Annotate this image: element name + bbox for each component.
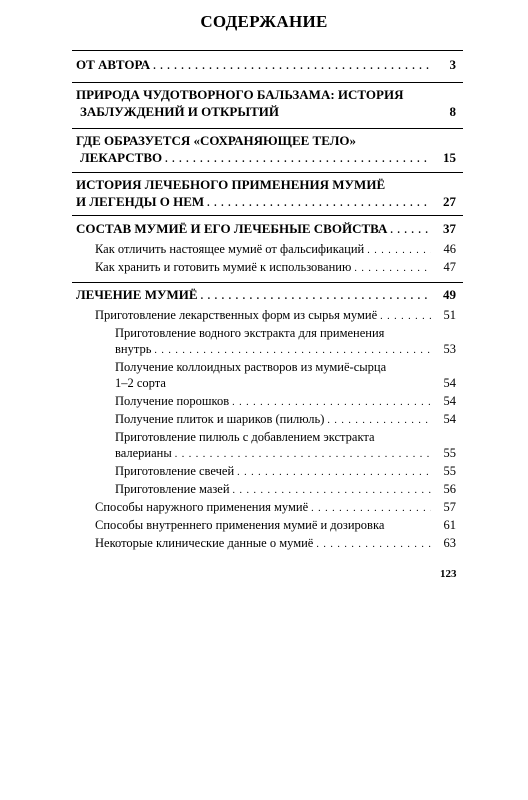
toc-entry-title: Получение порошков <box>115 394 230 408</box>
toc-entry-page: 55 <box>443 446 456 460</box>
toc-entry-title: ЛЕЧЕНИЕ МУМИЁ <box>76 287 198 302</box>
toc-entry-page: 27 <box>443 194 456 209</box>
section-divider <box>72 215 463 216</box>
toc-entry[interactable] <box>76 176 456 194</box>
section-divider <box>72 50 463 51</box>
toc-entry-page: 54 <box>443 376 456 390</box>
toc-entry[interactable] <box>76 193 456 211</box>
toc-leader-dots <box>165 151 431 169</box>
toc-entry-title: 1–2 сорта <box>115 376 166 390</box>
toc-entry[interactable] <box>76 56 456 74</box>
toc-entry-page: 15 <box>443 150 456 165</box>
toc-entry[interactable] <box>76 149 456 167</box>
toc-entry-title: Некоторые клинические данные о мумиё <box>95 536 314 550</box>
toc-entry[interactable] <box>115 340 456 358</box>
toc-entry-title: ЛЕКАРСТВО <box>80 150 163 165</box>
toc-entry[interactable] <box>95 534 456 552</box>
toc-entry-title: Способы наружного применения мумиё <box>95 500 309 514</box>
toc-entry-title: ПРИРОДА ЧУДОТВОРНОГО БАЛЬЗАМА: ИСТОРИЯ <box>76 87 404 102</box>
toc-entry-page: 51 <box>443 308 456 322</box>
toc-entry-page: 61 <box>443 518 456 532</box>
toc-entry-page: 54 <box>443 412 456 426</box>
toc-entry[interactable] <box>115 480 456 498</box>
toc-entry[interactable] <box>115 410 456 428</box>
toc-entry[interactable] <box>76 220 456 238</box>
toc-entry-page: 49 <box>443 287 456 302</box>
toc-entry-page: 54 <box>443 394 456 408</box>
toc-entry-title: ИСТОРИЯ ЛЕЧЕБНОГО ПРИМЕНЕНИЯ МУМИЁ <box>76 177 386 192</box>
toc-leader-dots <box>207 195 431 213</box>
toc-entry[interactable] <box>95 240 456 258</box>
toc-entry[interactable] <box>76 103 456 121</box>
toc-entry[interactable] <box>95 306 456 324</box>
page-number: 123 <box>440 568 457 580</box>
toc-entry[interactable] <box>76 132 456 150</box>
toc-leader-dots <box>354 260 431 278</box>
toc-entry-page: 56 <box>443 482 456 496</box>
toc-entry[interactable] <box>115 462 456 480</box>
section-divider <box>72 282 463 283</box>
toc-leader-dots <box>316 536 431 554</box>
toc-entry[interactable] <box>95 498 456 516</box>
toc-entry-title: Приготовление водного экстракта для применения <box>115 326 385 340</box>
toc-leader-dots <box>390 222 431 240</box>
toc-entry[interactable] <box>115 374 456 392</box>
toc-entry-title: Способы внутреннего применения мумиё и дозировка <box>95 518 385 532</box>
toc-entry-title: Получение коллоидных растворов из мумиё-сырца <box>115 360 387 374</box>
toc-entry-title: ЗАБЛУЖДЕНИЙ И ОТКРЫТИЙ <box>80 104 279 119</box>
toc-entry-title: Приготовление лекарственных форм из сырья мумиё <box>95 308 378 322</box>
toc-entry-page: 55 <box>443 464 456 478</box>
section-divider <box>72 172 463 173</box>
page-title: СОДЕРЖАНИЕ <box>200 12 328 31</box>
toc-entry-title: Получение плиток и шариков (пилюль) <box>115 412 325 426</box>
toc-entry-page: 3 <box>449 57 456 72</box>
toc-entry-title: И ЛЕГЕНДЫ О НЕМ <box>76 194 205 209</box>
toc-entry-title: Приготовление мазей <box>115 482 230 496</box>
toc-leader-dots <box>153 58 431 76</box>
toc-entry[interactable] <box>115 444 456 462</box>
toc-entry-title: СОСТАВ МУМИЁ И ЕГО ЛЕЧЕБНЫЕ СВОЙСТВА <box>76 221 388 236</box>
toc-entry[interactable] <box>115 392 456 410</box>
toc-leader-dots <box>201 288 431 306</box>
toc-entry-title: Приготовление свечей <box>115 464 235 478</box>
toc-entry-page: 63 <box>443 536 456 550</box>
toc-entry[interactable] <box>76 286 456 304</box>
section-divider <box>72 82 463 83</box>
section-divider <box>72 128 463 129</box>
toc-entry[interactable] <box>76 86 456 104</box>
toc-entry-title: Как отличить настоящее мумиё от фальсификаций <box>95 242 365 256</box>
toc-entry[interactable] <box>95 258 456 276</box>
toc-entry-page: 37 <box>443 221 456 236</box>
toc-entry-page: 53 <box>443 342 456 356</box>
toc-entry-title: валерианы <box>115 446 172 460</box>
toc-entry-title: ОТ АВТОРА <box>76 57 151 72</box>
toc-entry-title: Приготовление пилюль с добавлением экстракта <box>115 430 375 444</box>
toc-entry-title: внутрь <box>115 342 152 356</box>
toc-entry-page: 47 <box>443 260 456 274</box>
toc-entry-page: 8 <box>449 104 456 119</box>
toc-entry-title: Как хранить и готовить мумиё к использованию <box>95 260 352 274</box>
toc-entry-title: ГДЕ ОБРАЗУЕТСЯ «СОХРАНЯЮЩЕЕ ТЕЛО» <box>76 133 357 148</box>
toc-entry[interactable] <box>95 516 456 534</box>
toc-entry-page: 46 <box>443 242 456 256</box>
toc-entry-page: 57 <box>443 500 456 514</box>
